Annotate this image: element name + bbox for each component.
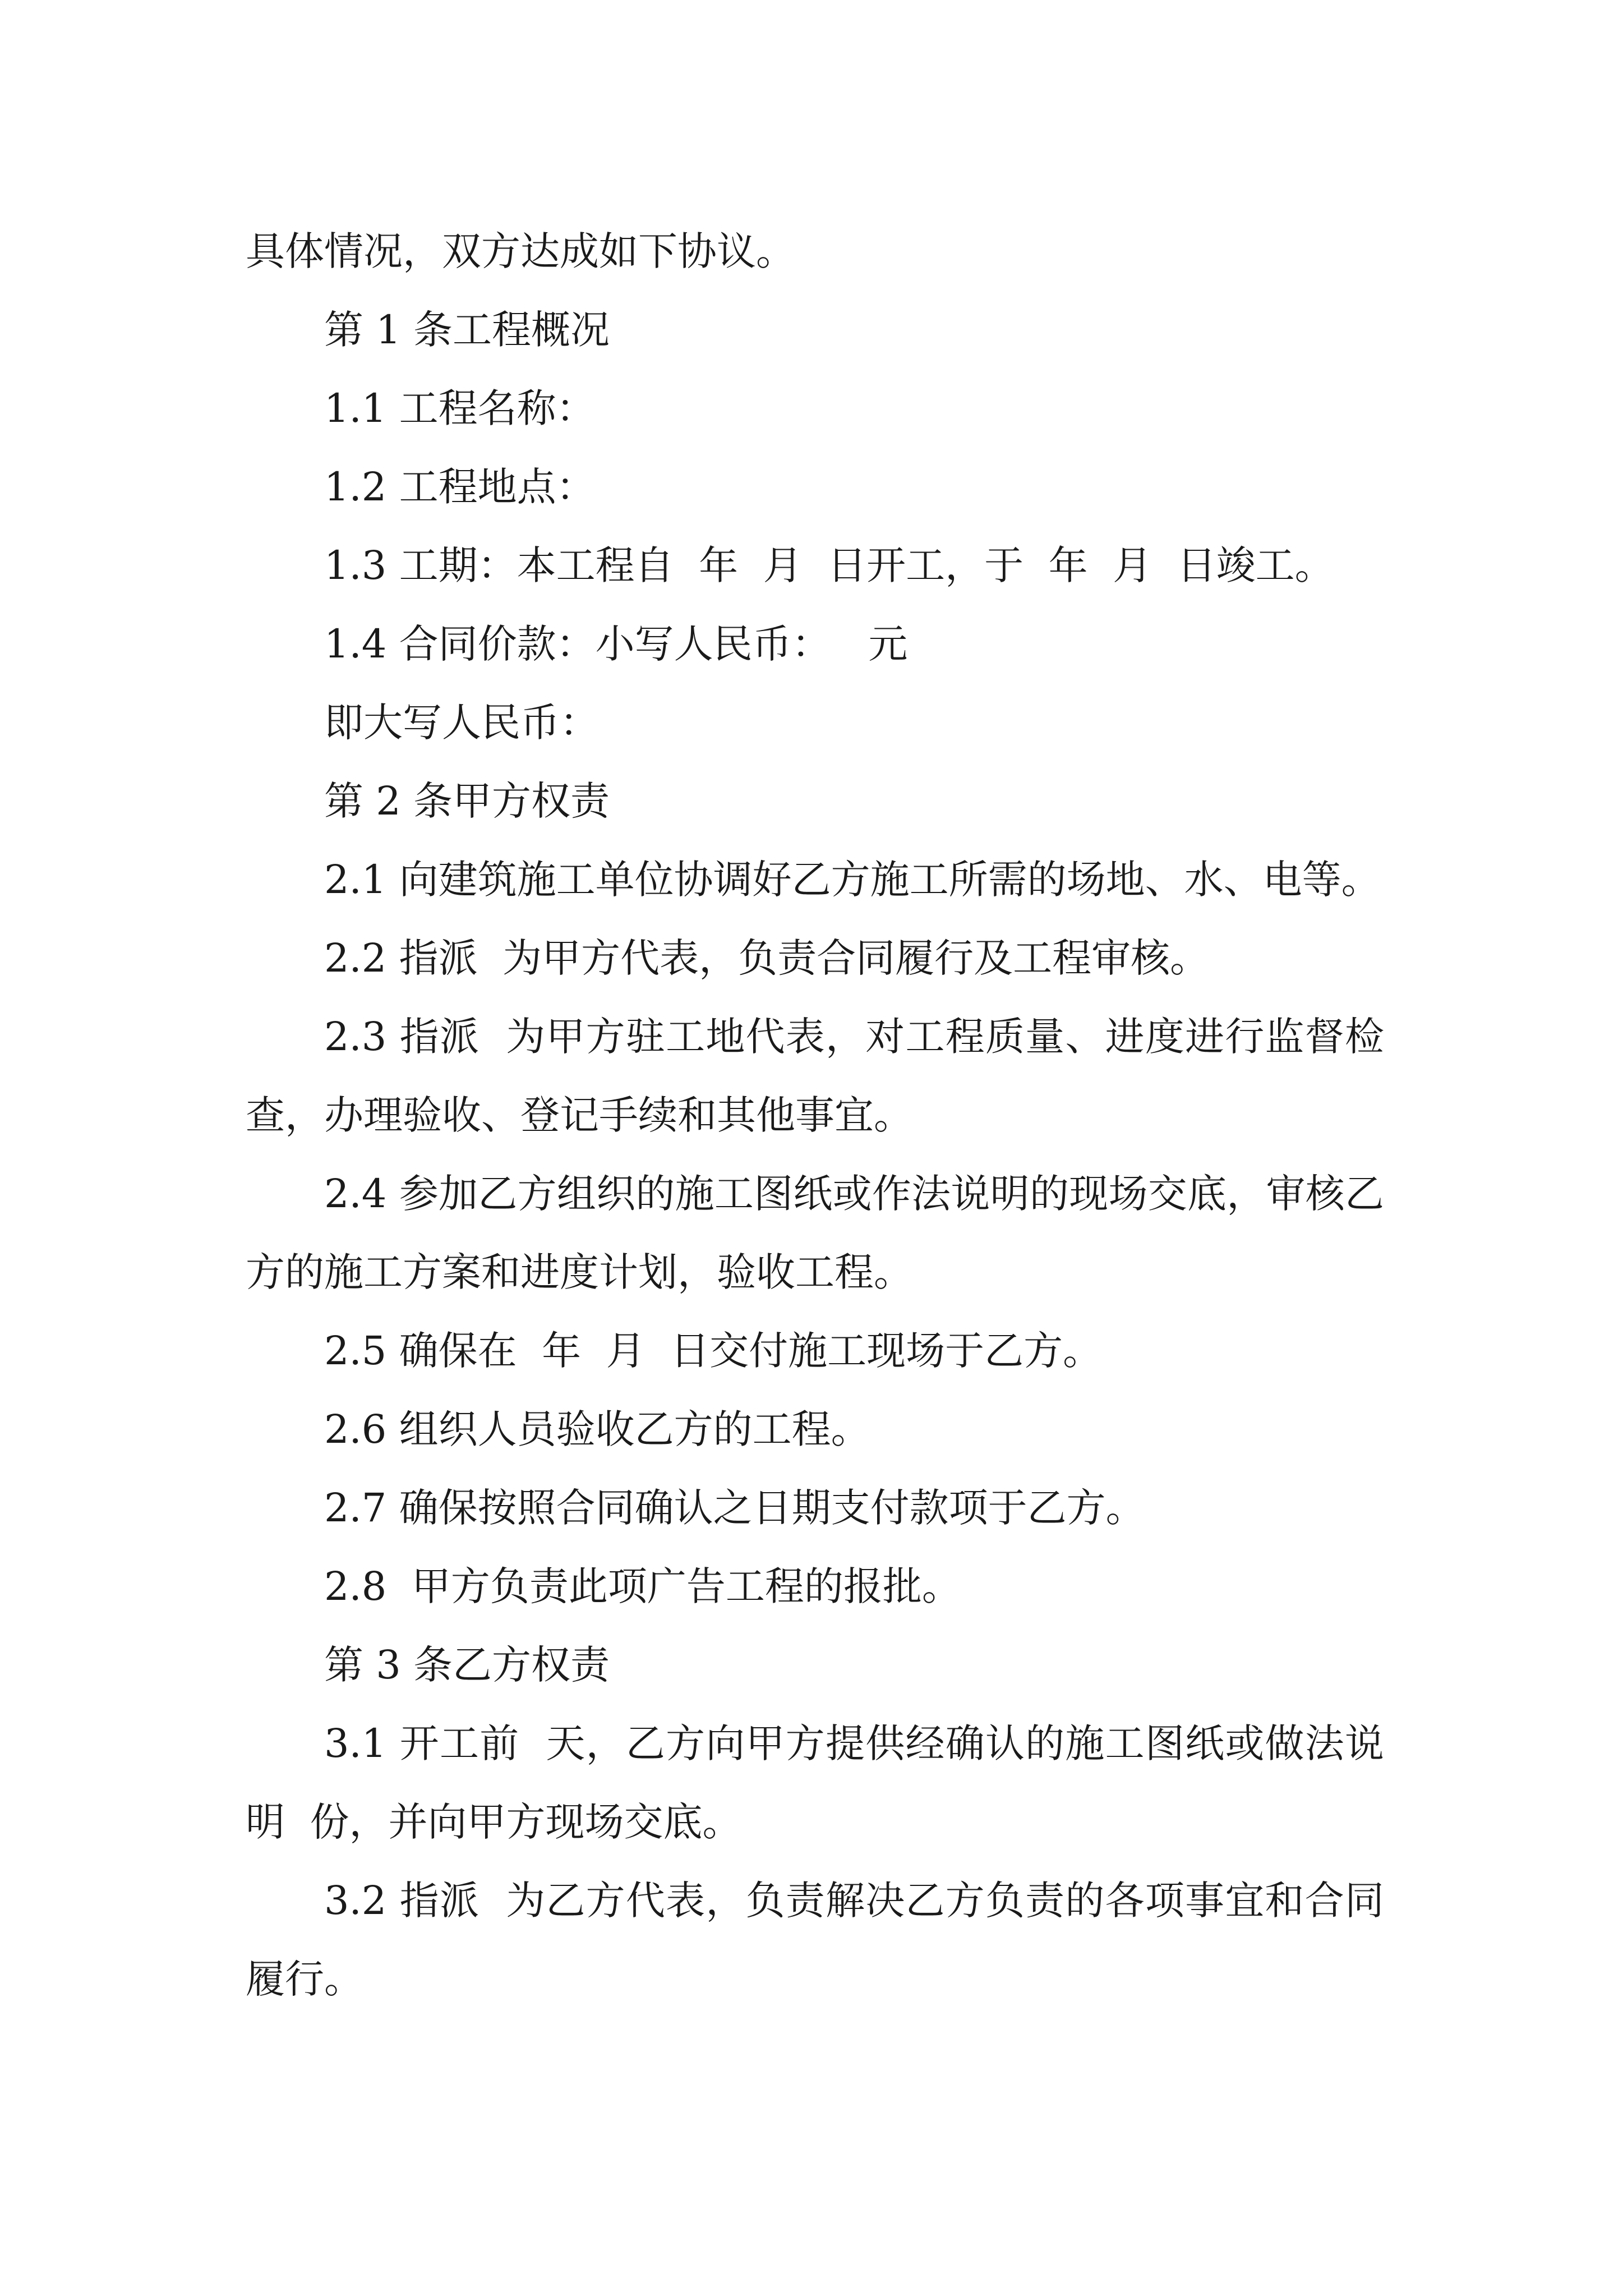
clause-2-8: 2.8 甲方负责此项广告工程的报批。 xyxy=(324,1563,961,1609)
clause-3-1: 3.1 开工前 天，乙方向甲方提供经确认的施工图纸或做法说明 份，并向甲方现场交底。 xyxy=(246,1720,1384,1845)
clause-1-3: 1.3 工期：本工程自 年 月 日开工，于 年 月 日竣工。 xyxy=(324,542,1334,588)
intro-paragraph: 具体情况，双方达成如下协议。 xyxy=(246,228,795,274)
article-3-heading: 第 3 条乙方权责 xyxy=(324,1642,610,1688)
clause-1-4-uppercase: 即大写人民币： xyxy=(324,700,599,746)
clause-2-6: 2.6 组织人员验收乙方的工程。 xyxy=(324,1406,870,1452)
clause-2-3: 2.3 指派 为甲方驻工地代表，对工程质量、进度进行监督检查，办理验收、登记手续和其他事宜。 xyxy=(246,1014,1384,1138)
clause-2-5: 2.5 确保在 年 月 日交付施工现场于乙方。 xyxy=(324,1328,1103,1374)
clause-1-1: 1.1 工程名称： xyxy=(324,385,596,431)
document-body xyxy=(246,212,1384,2018)
article-1-heading: 第 1 条工程概况 xyxy=(324,307,610,353)
article-2-heading: 第 2 条甲方权责 xyxy=(324,778,610,824)
clause-3-2: 3.2 指派 为乙方代表，负责解决乙方负责的各项事宜和合同履行。 xyxy=(246,1878,1384,2002)
clause-2-1: 2.1 向建筑施工单位协调好乙方施工所需的场地、水、电等。 xyxy=(324,857,1381,903)
clause-2-2: 2.2 指派 为甲方代表，负责合同履行及工程审核。 xyxy=(324,935,1210,981)
clause-2-7: 2.7 确保按照合同确认之日期支付款项于乙方。 xyxy=(324,1485,1145,1531)
clause-1-4: 1.4 合同价款：小写人民币： 元 xyxy=(324,621,908,667)
clause-2-4: 2.4 参加乙方组织的施工图纸或作法说明的现场交底，审核乙方的施工方案和进度计划，验收工程。 xyxy=(246,1171,1384,1295)
clause-1-2: 1.2 工程地点： xyxy=(324,464,596,510)
